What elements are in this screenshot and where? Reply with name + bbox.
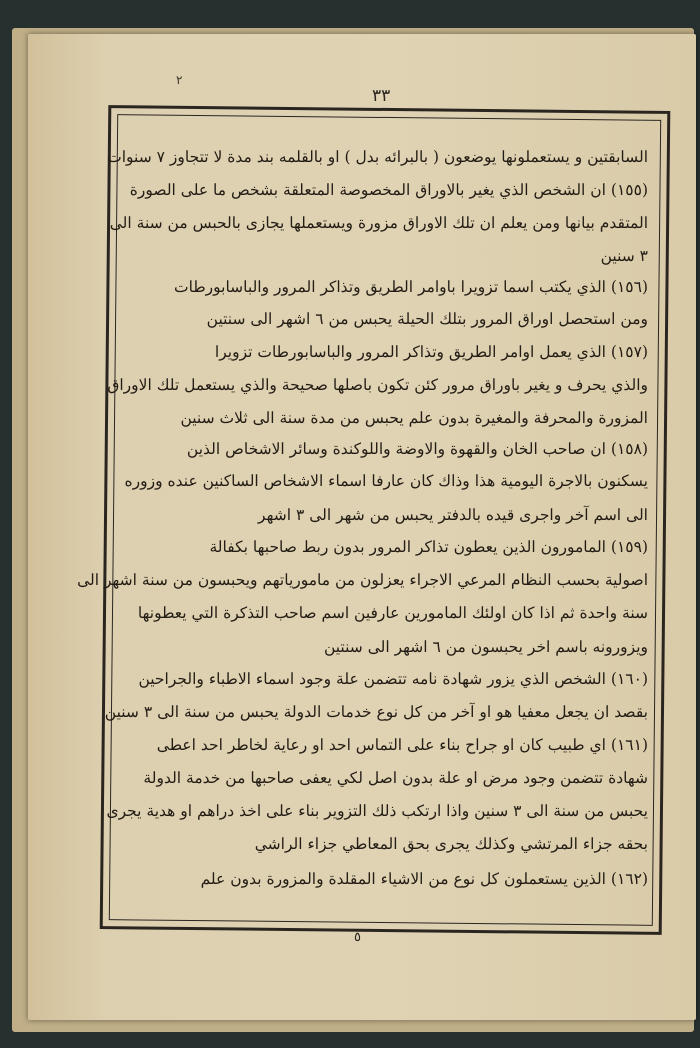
text-line: والذي يحرف و يغير باوراق مرور كئن تكون باصلها صحيحة والذي يستعمل تلك الاوراق bbox=[107, 376, 648, 394]
margin-mark: ٢ bbox=[176, 73, 183, 87]
text-line: (١٥٥) ان الشخص الذي يغير بالاوراق المخصوصة المتعلقة بشخص ما على الصورة bbox=[129, 181, 648, 199]
text-line: (١٦٢) الذين يستعملون كل نوع من الاشياء المقلدة والمزورة بدون علم bbox=[200, 870, 648, 888]
text-line: بحقه جزاء المرتشي وكذلك يجرى بحق المعاطي جزاء الراشي bbox=[254, 835, 648, 853]
text-line: السابقتين و يستعملونها يوضعون ( بالبرائه بدل ) او بالقلمه بند مدة لا تتجاوز ٧ سنوات bbox=[107, 148, 648, 166]
legal-text-block bbox=[77, 144, 648, 904]
text-line: (١٥٩) المامورون الذين يعطون تذاكر المرور بدون ربط صاحبها بكفالة bbox=[209, 538, 648, 556]
text-line: ويزورونه باسم اخر يحبسون من ٦ اشهر الى سنتين bbox=[323, 638, 648, 656]
text-line: المتقدم بيانها ومن يعلم ان تلك الاوراق مزورة ويستعملها يجازى بالحبس من سنة الى bbox=[109, 214, 648, 232]
text-line: المزورة والمحرفة والمغيرة بدون علم يحبس من مدة سنة الى ثلاث سنين bbox=[180, 409, 648, 427]
page-number: ٣٣ bbox=[372, 86, 391, 106]
footer-mark: ٥ bbox=[354, 930, 361, 945]
text-line: (١٦١) اي طبيب كان او جراح بناء على التماس احد او رعاية لخاطر احد اعطى bbox=[156, 736, 648, 754]
text-line: شهادة تتضمن وجود مرض او علة بدون اصل لكي يعفى صاحبها من خدمة الدولة bbox=[143, 769, 648, 787]
text-line: اصولية بحسب النظام المرعي الاجراء يعزلون من مامورياتهم ويحبسون من سنة اشهر الى bbox=[77, 571, 648, 589]
text-line: سنة واحدة ثم اذا كان اولئك المامورين عارفين اسم صاحب التذكرة التي يعطونها bbox=[137, 604, 648, 622]
text-line: يحبس من سنة الى ٣ سنين واذا ارتكب ذلك التزوير بناء على اخذ دراهم او هدية يجرى bbox=[106, 802, 648, 820]
text-line: (١٦٠) الشخص الذي يزور شهادة نامه تتضمن علة وجود اسماء الاطباء والجراحين bbox=[138, 670, 648, 688]
text-line: (١٥٨) ان صاحب الخان والقهوة والاوضة واللوكندة وسائر الاشخاص الذين bbox=[186, 440, 648, 458]
text-line: ٣ سنين bbox=[600, 247, 648, 265]
text-line: (١٥٧) الذي يعمل اوامر الطريق وتذاكر المرور والباسابورطات تزويرا bbox=[214, 343, 648, 361]
text-line: بقصد ان يجعل معفيا هو او آخر من كل نوع خدمات الدولة يحبس من سنة الى ٣ سنين bbox=[104, 703, 648, 721]
text-line: ومن استحصل اوراق المرور بتلك الحيلة يحبس من ٦ اشهر الى سنتين bbox=[206, 310, 648, 328]
text-line: يسكنون بالاجرة اليومية هذا وذاك كان عارفا اسماء الاشخاص الساكنين عنده وزوره bbox=[124, 472, 648, 490]
text-line: (١٥٦) الذي يكتب اسما تزويرا باوامر الطريق وتذاكر المرور والباسابورطات bbox=[174, 278, 648, 296]
text-line: الى اسم آخر واجرى قيده بالدفتر يحبس من شهر الى ٣ اشهر bbox=[258, 506, 648, 524]
